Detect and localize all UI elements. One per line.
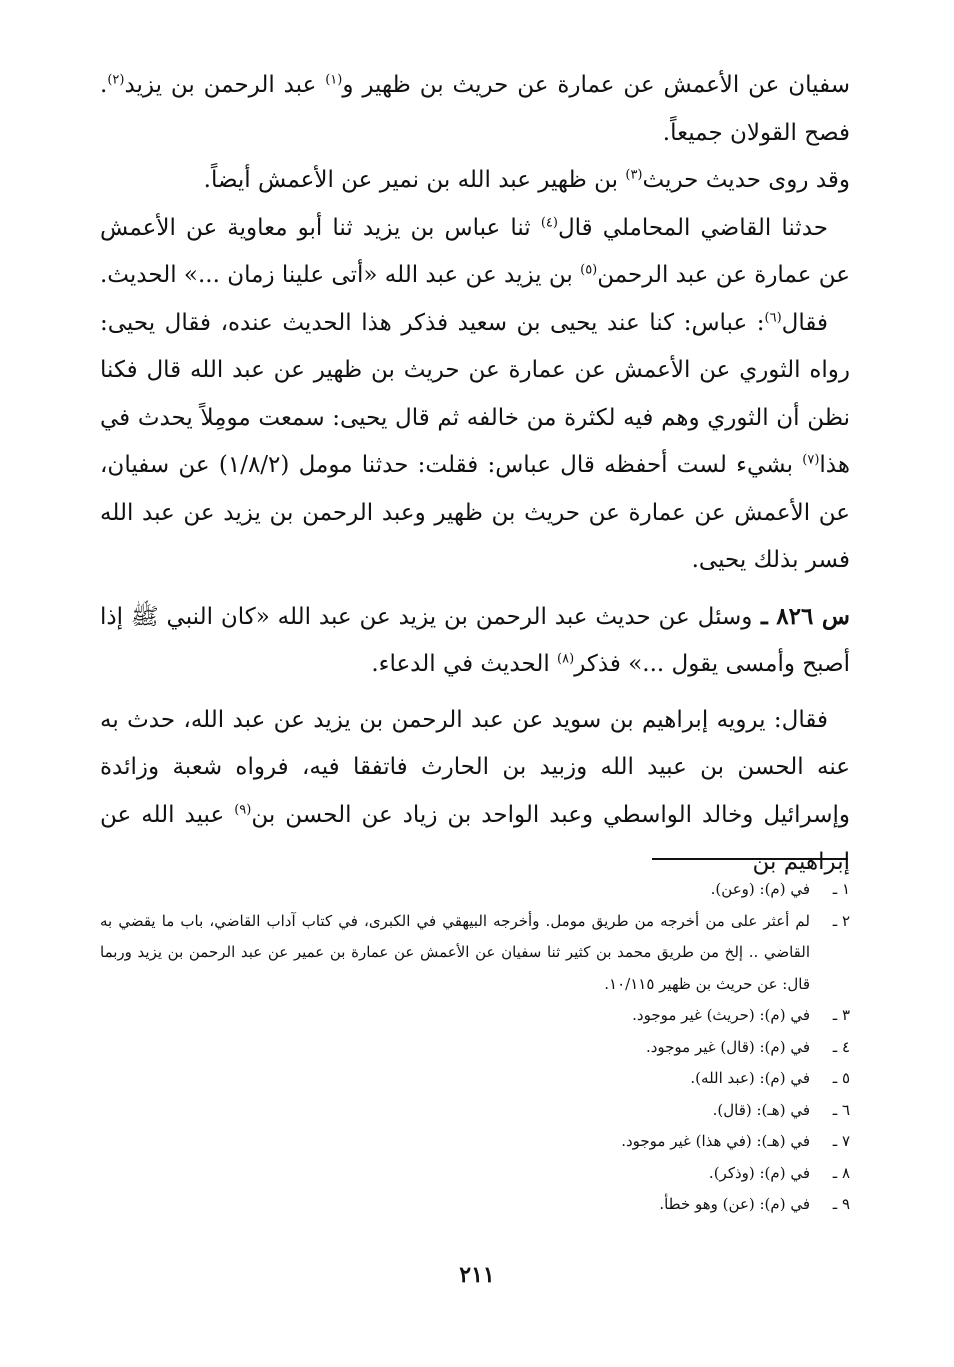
footnote-number: ٦ ـ: [832, 1100, 850, 1119]
footnote-text: في (م): (وعن).: [710, 880, 810, 898]
footnote-number: ٨ ـ: [832, 1163, 850, 1182]
footnote: [100, 1032, 850, 1064]
footnote-ref: (٥): [580, 262, 598, 278]
text-run: بن ظهير عبد الله بن نمير عن الأعمش أيضاً.: [203, 167, 626, 193]
footnote: [100, 906, 850, 1001]
footnote-divider: [652, 858, 848, 860]
footnote-ref: (٢): [107, 72, 125, 88]
footnote-ref: (٧): [802, 452, 820, 468]
paragraph: [100, 205, 850, 300]
footnote-text: في (م): (وذكر).: [708, 1163, 810, 1182]
paragraph: [100, 62, 850, 157]
main-text: [100, 62, 850, 887]
footnote-ref: (٣): [625, 167, 643, 183]
text-run: عبيد الله عن إبراهيم بن: [100, 801, 850, 875]
footnote-number: ٢ ـ: [832, 911, 850, 930]
footnote-ref: (١): [325, 72, 343, 88]
footnotes-list: [100, 874, 850, 1221]
text-run: ثنا عباس بن يزيد ثنا أبو معاوية عن الأعمش عن عمارة عن عبد الرحمن: [100, 214, 850, 288]
footnote-ref: (٤): [540, 214, 558, 230]
text-run: الحديث في الدعاء.: [371, 651, 558, 677]
footnote-number: ٩ ـ: [832, 1195, 850, 1213]
footnote-text: في (م): (قال) غير موجود.: [645, 1037, 810, 1056]
footnote-number: ٧ ـ: [832, 1132, 850, 1150]
question-number: س ٨٢٦ ـ: [752, 602, 850, 630]
footnote-text: لم أعثر على من أخرجه من طريق مومل. وأخرجه البيهقي في الكبرى، في كتاب آداب القاضي، باب ما يقضي به القاضي .. إلخ من طريق محمد بن كثير ثنا سفيان عن الأعمش عن عمارة بن عمير عن عبد الرحمن بن يزيد وربما قال: عن حريث بن ظهير ١٠/١١٥.: [100, 911, 810, 993]
footnote: [100, 874, 850, 906]
footnote: [100, 1158, 850, 1190]
footnote: [100, 1000, 850, 1032]
page-number: ٢١١: [459, 1262, 495, 1288]
footnote-number: ٤ ـ: [832, 1037, 850, 1056]
footnote: [100, 1189, 850, 1221]
footnote-text: في (هـ): (في هذا) غير موجود.: [621, 1132, 810, 1150]
footnote-text: في (هـ): (قال).: [712, 1100, 810, 1119]
footnote: [100, 1126, 850, 1158]
text-run: وسئل عن حديث عبد الرحمن بن يزيد عن عبد الله «كان النبي ﷺ إذا أصبح وأمسى يقول ...» فذكر: [100, 603, 850, 677]
paragraph: [100, 593, 850, 689]
footnote-number: ١ ـ: [832, 880, 850, 898]
text-run: بن يزيد عن عبد الله «أتى علينا زمان ...» الحديث.: [100, 262, 581, 288]
text-run: وقد روى حديث حريث: [642, 167, 850, 193]
text-run: فقال: يرويه إبراهيم بن سويد عن عبد الرحمن بن يزيد عن عبد الله، حدث به عنه الحسن بن عبيد الله وزبيد بن الحارث فاتفقا فيه، فرواه شعبة وزائدة وإسرائيل وخالد الواسطي وعبد الواحد بن زياد عن الحسن بن: [100, 706, 851, 828]
text-run: بشيء لست أحفظه قال عباس: فقلت: حدثنا مومل (١/٨/٢) عن سفيان، عن الأعمش عن عمارة عن حريث بن ظهير وعبد الرحمن بن يزيد عن عبد الله فسر بذلك يحيى.: [100, 452, 850, 573]
text-run: حدثنا القاضي المحاملي قال: [557, 214, 828, 241]
text-run: فقال: [781, 309, 828, 336]
footnote-text: في (م): (حريث) غير موجود.: [632, 1006, 810, 1024]
footnote-number: ٣ ـ: [832, 1006, 850, 1024]
paragraph: [100, 157, 850, 205]
footnote: [100, 1095, 850, 1127]
footnote-text: في (م): (عبد الله).: [690, 1069, 810, 1087]
paragraph: [100, 300, 850, 585]
footnote-text: في (م): (عن) وهو خطأ.: [659, 1195, 810, 1213]
text-run: : عباس: كنا عند يحيى بن سعيد فذكر هذا الحديث عنده، فقال يحيى: رواه الثوري عن الأعمش عن عمارة عن حريث بن ظهير عن عبد الله قال فكنا نظن أن الثوري وهم فيه لكثرة من خالفه ثم قال يحيى: سمعت مومِلاً يحدث في هذا: [100, 309, 850, 478]
footnote-ref: (٦): [764, 309, 782, 325]
text-run: سفيان عن الأعمش عن عمارة عن حريث بن ظهير و: [342, 72, 850, 98]
footnote-ref: (٨): [557, 651, 575, 667]
footnote-ref: (٩): [234, 801, 252, 817]
text-run: . فصح القولان جميعاً.: [100, 72, 850, 146]
footnote-number: ٥ ـ: [832, 1069, 850, 1087]
footnote: [100, 1063, 850, 1095]
text-run: عبد الرحمن بن يزيد: [124, 72, 326, 98]
